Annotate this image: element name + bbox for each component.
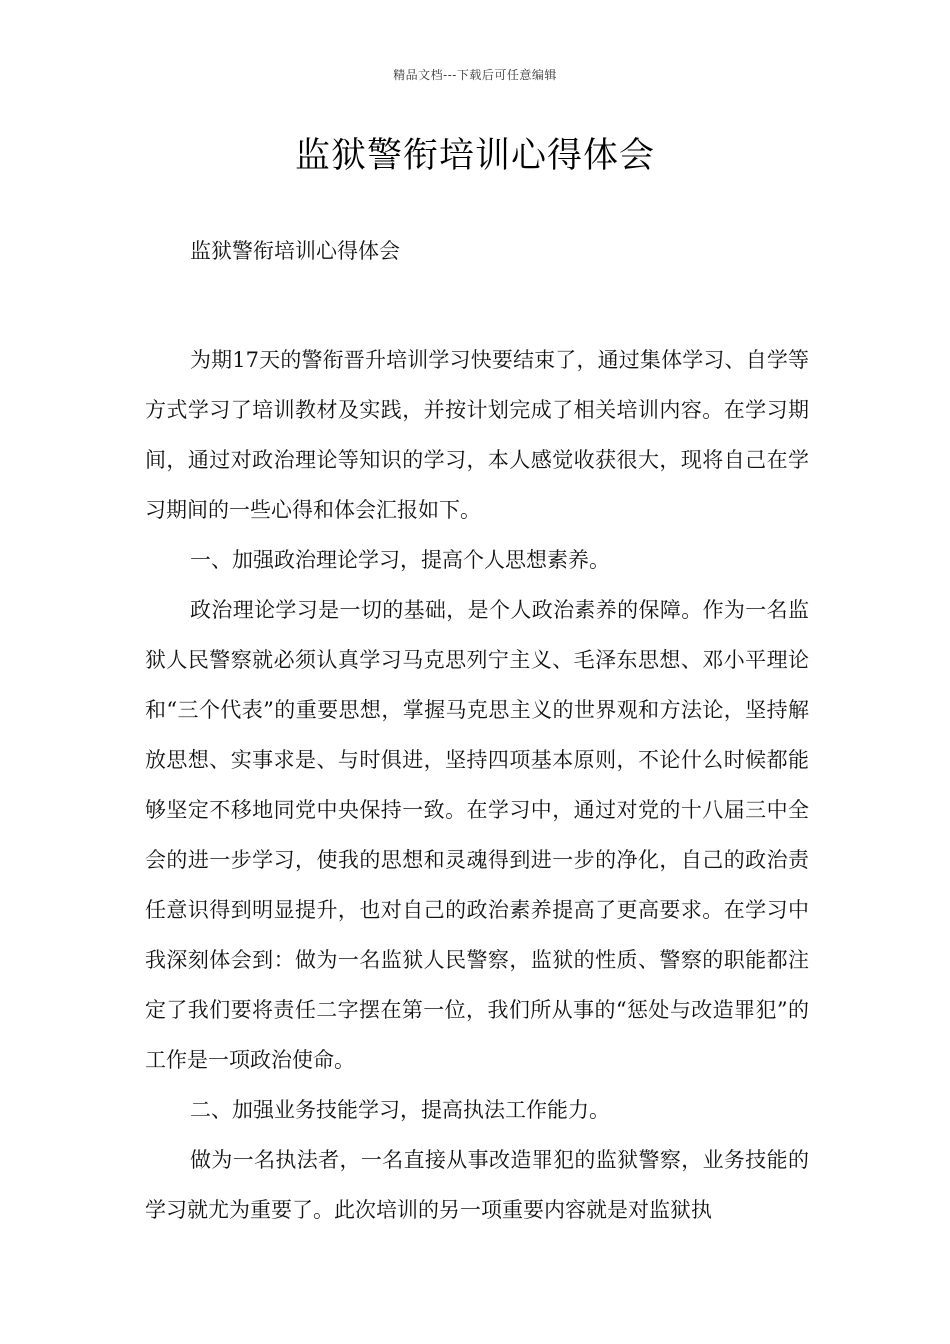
paragraph-section-1: 政治理论学习是一切的基础，是个人政治素养的保障。作为一名监狱人民警察就必须认真学习马克思列宁主义、毛泽东思想、邓小平理论和“三个代表”的重要思想，掌握马克思主义的世界观和方法论，坚持解放思想、实事求是、与时俱进，坚持四项基本原则，不论什么时候都能够坚定不移地同党中央保持一致。在学习中，通过对党的十八届三中全会的进一步学习，使我的思想和灵魂得到进一步的净化，自己的政治责任意识得到明显提升，也对自己的政治素养提高了更高要求。在学习中我深刻体会到：做为一名监狱人民警察，监狱的性质、警察的职能都注定了我们要将责任二字摆在第一位，我们所从事的“惩处与改造罪犯”的工作是一项政治使命。 [145, 598, 809, 1072]
document-title: 监狱警衔培训心得体会 [294, 136, 655, 176]
paragraph-intro: 为期17天的警衔晋升培训学习快要结束了，通过集体学习、自学等方式学习了培训教材及实践，并按计划完成了相关培训内容。在学习期间，通过对政治理论等知识的学习，本人感觉收获很大，现将自己在学习期间的一些心得和体会汇报如下。 [145, 348, 809, 522]
section-heading-2: 二、加强业务技能学习，提高执法工作能力。 [190, 1098, 610, 1122]
header-note: 精品文档---下载后可任意编辑 [393, 68, 557, 82]
document-body [145, 335, 809, 1235]
document-subtitle: 监狱警衔培训心得体会 [190, 239, 400, 263]
paragraph-section-2: 做为一名执法者，一名直接从事改造罪犯的监狱警察，业务技能的学习就尤为重要了。此次培训的另一项重要内容就是对监狱执 [145, 1148, 809, 1222]
section-heading-1: 一、加强政治理论学习，提高个人思想素养。 [190, 548, 610, 572]
